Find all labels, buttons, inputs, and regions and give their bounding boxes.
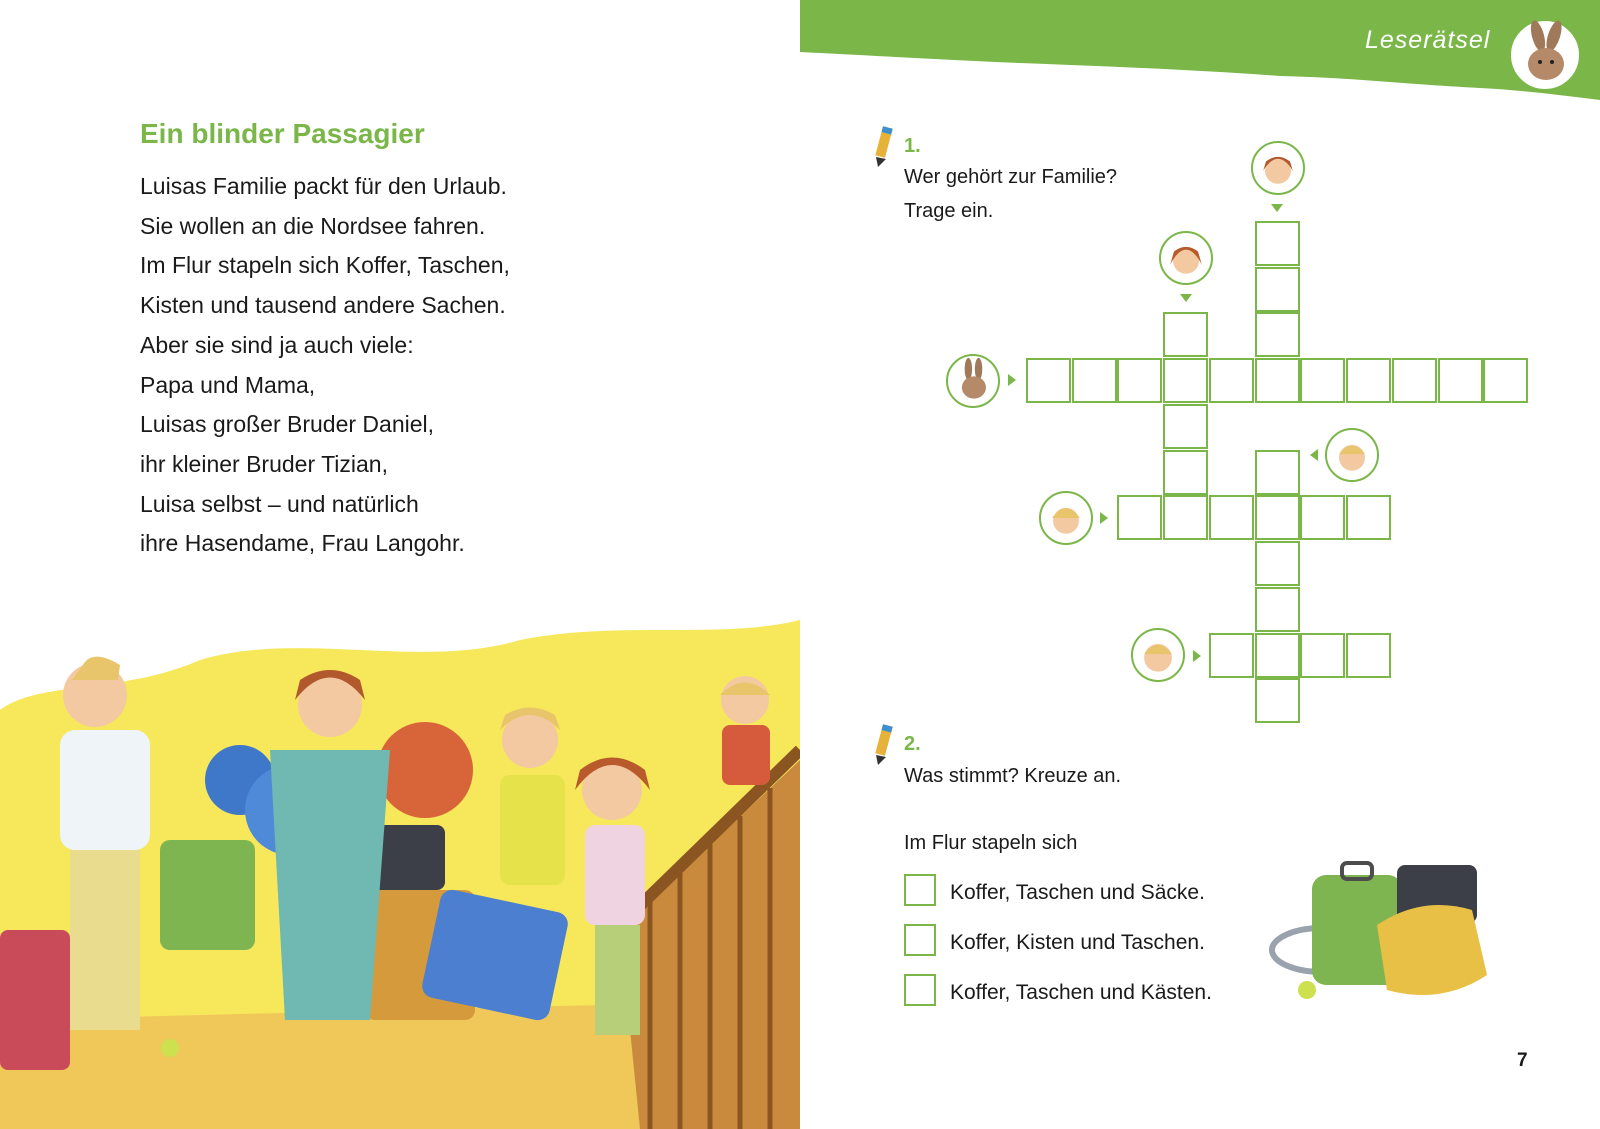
right-arrow-icon [1100,512,1108,524]
crossword-cell[interactable] [1209,358,1254,403]
crossword-cell[interactable] [1438,358,1483,403]
down-arrow-icon [1271,204,1283,212]
story-line: Im Flur stapeln sich Koffer, Taschen, [140,252,510,279]
task-2-number: 2. [904,733,921,755]
option-1-label: Koffer, Taschen und Säcke. [950,881,1205,904]
rabbit-avatar [946,354,1000,408]
crossword-cell[interactable] [1163,450,1208,495]
right-arrow-icon [1193,650,1201,662]
crossword-cell[interactable] [1300,358,1345,403]
crossword-cell[interactable] [1255,358,1300,403]
header-title: Leserätsel [1365,26,1491,54]
tizian-avatar [1325,428,1379,482]
option-3-label: Koffer, Taschen und Kästen. [950,981,1212,1004]
crossword-cell[interactable] [1163,404,1208,449]
crossword-cell[interactable] [1255,450,1300,495]
red-cushion [377,722,473,818]
option-2-checkbox[interactable] [904,924,936,956]
story-text [140,167,510,564]
task-2-question: Was stimmt? Kreuze an. [904,765,1122,787]
tizian-figure [720,676,770,785]
crossword-cell[interactable] [1117,495,1162,540]
crossword-cell[interactable] [1163,312,1208,357]
crossword-cell[interactable] [1026,358,1071,403]
story-line: Luisa selbst – und natürlich [140,490,419,517]
option-3-checkbox[interactable] [904,974,936,1006]
crossword-cell[interactable] [1255,495,1300,540]
mama-avatar [1251,141,1305,195]
green-suitcase [160,840,255,950]
story-line: ihre Hasendame, Frau Langohr. [140,530,465,557]
crossword-cell[interactable] [1255,312,1300,357]
luisa-avatar [1159,231,1213,285]
down-arrow-icon [1180,294,1192,302]
tennis-ball [161,1039,179,1057]
header-band [800,0,1600,110]
story-line: Luisas großer Bruder Daniel, [140,411,435,438]
red-suitcase [0,930,70,1070]
story-title: Ein blinder Passagier [140,118,425,149]
crossword-cell[interactable] [1255,678,1300,723]
crossword-cell[interactable] [1300,633,1345,678]
pencil-icon [870,723,896,767]
story-line: Luisas Familie packt für den Urlaub. [140,173,507,199]
task-1-number: 1. [904,135,921,157]
story-line: Papa und Mama, [140,371,316,398]
crossword-cell[interactable] [1117,358,1162,403]
crossword-cell[interactable] [1392,358,1437,403]
daniel-avatar [1039,491,1093,545]
luggage-illustration [1262,855,1512,1010]
option-2-label: Koffer, Kisten und Taschen. [950,931,1205,954]
crossword-cell[interactable] [1346,358,1391,403]
right-arrow-icon [1008,374,1016,386]
crossword-cell[interactable] [1163,358,1208,403]
daniel-figure [500,708,565,886]
pencil-icon [870,125,896,169]
story-line: Aber sie sind ja auch viele: [140,331,414,358]
left-arrow-icon [1310,449,1318,461]
crossword-cell[interactable] [1346,633,1391,678]
task-1-question: Wer gehört zur Familie? [904,166,1118,188]
task-2-prompt: Im Flur stapeln sich [904,832,1078,854]
story-line: ihr kleiner Bruder Tizian, [140,450,388,477]
crossword-cell[interactable] [1255,267,1300,312]
rabbit-icon [1508,18,1582,92]
crossword-cell[interactable] [1255,541,1300,586]
crossword-cell[interactable] [1300,495,1345,540]
crossword-cell[interactable] [1346,495,1391,540]
crossword-cell[interactable] [1255,633,1300,678]
crossword-cell[interactable] [1209,495,1254,540]
papa-avatar [1131,628,1185,682]
crossword-cell[interactable] [1255,221,1300,266]
crossword-cell[interactable] [1483,358,1528,403]
story-line: Sie wollen an die Nordsee fahren. [140,212,486,239]
crossword-cell[interactable] [1209,633,1254,678]
task-1-instruction: Trage ein. [904,200,994,222]
crossword-cell[interactable] [1255,587,1300,632]
option-1-checkbox[interactable] [904,874,936,906]
crossword-cell[interactable] [1163,495,1208,540]
family-packing-illustration [0,600,800,1129]
crossword-cell[interactable] [1072,358,1117,403]
page-number: 7 [1517,1050,1528,1071]
story-line: Kisten und tausend andere Sachen. [140,292,506,319]
